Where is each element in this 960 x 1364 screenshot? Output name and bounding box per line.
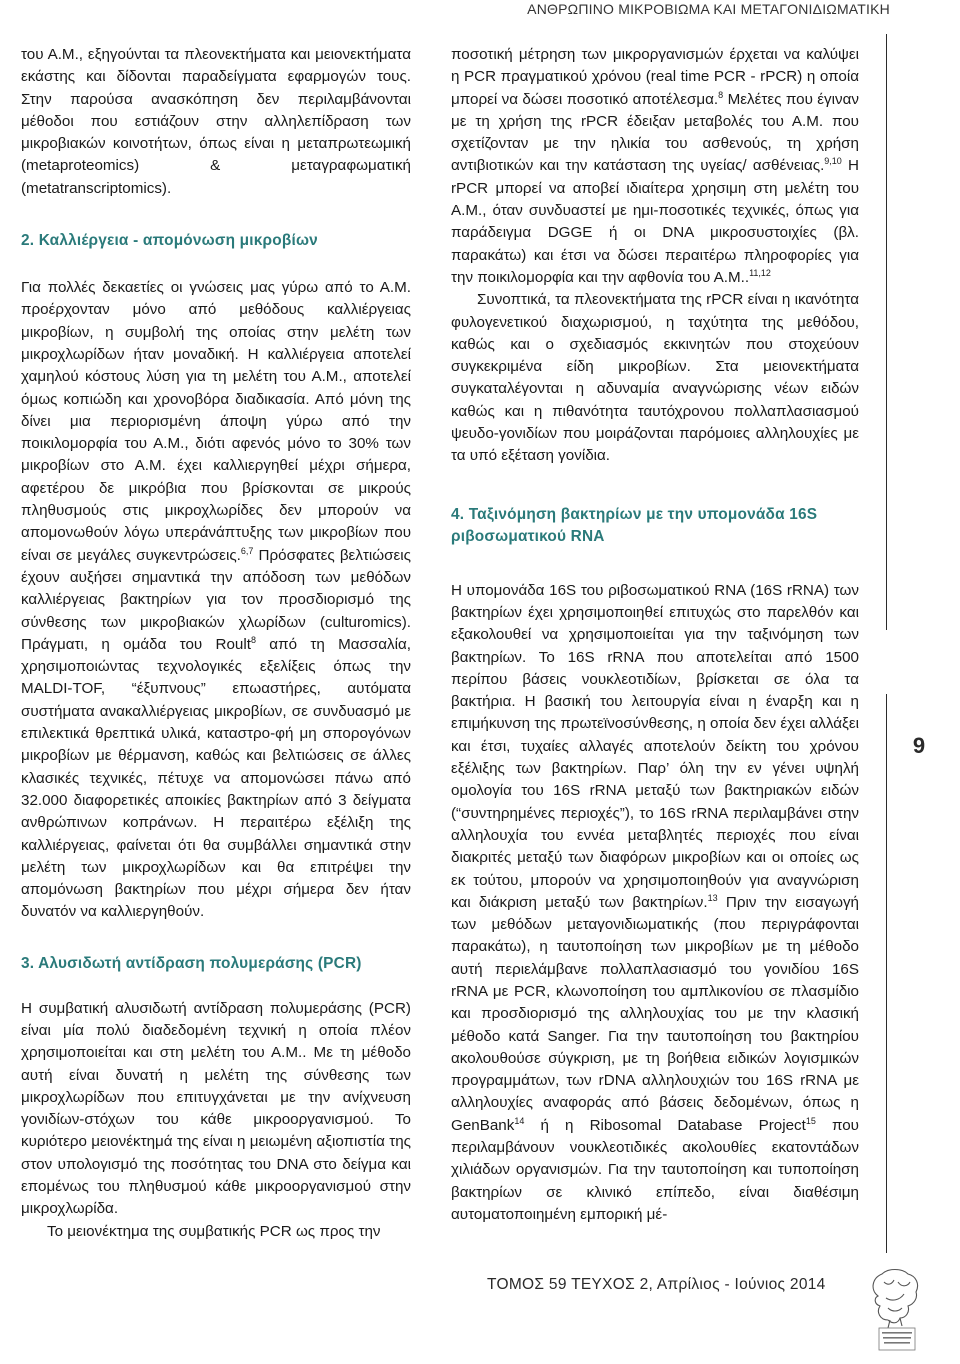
reference-superscript: 8	[250, 634, 256, 645]
left-column	[21, 44, 411, 1243]
reference-superscript: 11,12	[749, 267, 771, 278]
section-heading-3: 3. Αλυσιδωτή αντίδραση πολυμεράσης (PCR)	[21, 954, 362, 972]
reference-superscript: 6,7	[240, 545, 254, 556]
paragraph: του Α.Μ., εξηγούνται τα πλεονεκτήματα και μειονεκτήματα εκάστης και δίδονται παραδείγματα εφαρμογών τους. Στην παρούσα ανασκόπηση δεν περιλαμβάνονται μέθοδοι που εστιάζουν στην αλληλεπίδραση των μικροβιακών κοινοτήτων, όπως είναι η μεταπρωτεωμική (metaproteomics) & μεταγραφωματική (metatranscriptomics).	[21, 46, 411, 197]
reference-superscript: 8	[718, 89, 724, 100]
reference-superscript: 13	[707, 892, 718, 903]
running-header: ΑΝΘΡΩΠΙΝΟ ΜΙΚΡΟΒΙΩΜΑ ΚΑΙ ΜΕΤΑΓΟΝΙΔΙΩΜΑΤΙΚΗ	[527, 1, 890, 17]
society-logo	[858, 1262, 936, 1354]
page-number: 9	[912, 733, 926, 758]
margin-rule	[886, 694, 887, 1253]
paragraph: Συνοπτικά, τα πλεονεκτήματα της rPCR είναι η ικανότητα φυλογενετικού διαχωρισμού, η ταχύτητα της μεθόδου, καθώς και ο σχεδιασμός εκκινητών που στοχεύουν συγκεκριμένα είδη μικροβίων. Στα μειονεκτήματα συγκαταλέγονται η αδυναμία αναγνώρισης νέων ειδών καθώς και η πιθανότητα ταυτόχρονου πολλαπλασιασμού ψευδο-γονιδίων που μοιράζονται παρόμοιες αλληλουχίες με τα υπό εξέταση γονίδια.	[451, 291, 859, 465]
paragraph: Το μειονέκτημα της συμβατικής PCR ως προς την	[47, 1222, 381, 1240]
reference-superscript: 15	[805, 1115, 816, 1126]
reference-superscript: 9,10	[824, 156, 842, 167]
section-heading-2: 2. Καλλιέργεια - απομόνωση μικροβίων	[21, 232, 318, 250]
paragraph: ποσοτική μέτρηση των μικροργανισμών έρχεται να καλύψει η PCR πραγματικού χρόνου (real time PCR - rPCR) η οποία μπορεί να δώσει ποσοτικό αποτέλεσμα.$^8$ Μελέτες που έγιναν με τη χρήση της rPCR έδειξαν μεταβολές του Α.Μ. που σχετίζονταν με την ηλικία του ασθενούς, τη χρήση αντιβιοτικών και την κατάσταση της υγείας/ ασθένειας.$^{9,10}$ Η rPCR μπορεί να αποβεί ιδιαίτερα χρησιμη στη μελέτη του Α.Μ., όταν συνδυαστεί με ημι-ποσοτικές τεχνικές, όπως για παράδειγμα DGGE ή οι DNA μικροσυστοιχίες (βλ. παρακάτω) και έτσι να δώσει περαιτέρω πληροφορίες για την ποικιλομορφία και την αφθονία του Α.Μ..$^{11,12}$	[451, 46, 860, 286]
footer-issue: ΤΟΜΟΣ 59 ΤΕΥΧΟΣ 2, Απρίλιος - Ιούνιος 2014	[487, 1276, 826, 1293]
margin-rule	[886, 34, 887, 630]
section-heading-4: 4. Ταξινόμηση βακτηρίων με την υπομονάδα 16S ριβοσωματικού RNA	[451, 505, 818, 545]
right-column	[451, 44, 859, 1226]
paragraph: Για πολλές δεκαετίες οι γνώσεις μας γύρω από το Α.Μ. προέρχονταν μόνο από μεθόδους καλλιέργειας μικροβίων, η συμβολή της οποίας στην μελέτη των μικροχλωρίδων ήταν μοναδική. Η καλλιέργεια αποτελεί χαμηλού κόστους λύση για τη μελέτη του Α.Μ., αποτελεί όμως κοπιώδη και χρονοβόρα διαδικασία. Από μόνη της δίνει μια περιορισμένη άποψη γύρω από την ποικιλομορφία του Α.Μ., διότι αφενός μόνο το 30% των μικροβίων στο Α.Μ. έχει καλλιεργηθεί μέχρι σήμερα, αφετέρου δε μικρόβια που βρίσκονται σε μικρούς πληθυσμούς στις μικροχλωρίδες δεν μπορούν να απομονωθούν λόγω υπεράνάπτυξης των μικροβίων που είναι σε μεγάλες συγκεντρώσεις.$^{6,7}$ Πρόσφατες βελτιώσεις έχουν αυξήσει σημαντικά την απόδοση των μεθόδων καλλιέργειας βακτηρίων για τον προσδιορισμό της σύνθεσης των μικροβιακών χλωρίδων (culturomics). Πράγματι, η ομάδα του Roult$^8$ από τη Μασσαλία, χρησιμοποιώντας τεχνολογικές εξελίξεις όπως την MALDI-TOF, “έξυπνους” επωαστήρες, αυτόματα συστήματα ανακαλλιέργειας μικροβίων, σε συνδυασμό με επιλεκτικά θρεπτικά υλικά, καταστρο-φή μη σπορογόνων μικροβίων με θέρμανση, καθώς και βελτιώσεις σε άλλες κλασικές τεχνικές, πέτυχε να απομονώσει πάνω από 32.000 διαφορετικές αποικίες βακτηρίων από 3 δείγματα ανθρώπινων κοπράνων. Η περαιτέρω εξέλιξη της καλλιέργειας, φαίνεται ότι θα συμβάλλει σημαντικά στην μελέτη των μικροχλωρίδων και θα επιτρέψει την απομόνωση βακτηρίων που μέχρι σήμερα δεν ήταν δυνατόν να καλλιεργηθούν.	[21, 279, 411, 921]
paragraph: Η υπομονάδα 16S του ριβοσωματικού RNA (16S rRNA) των βακτηρίων έχει χρησιμοποιηθεί επιτυχώς στο παρελθόν και εξακολουθεί να χρησιμοποιείται για την ταξινόμηση των βακτηρίων. Το 16S rRNA που αποτελείται από 1500 περίπου βάσεις νουκλεοτιδίων, βρίσκεται σε όλα τα βακτήρια. Η βασική του λειτουργία είναι η έναρξη και η επιμήκυνση της πρωτεϊνοσύνθεσης, η οποία δεν έχει αλλάξει και έτσι, τυχαίες αλλαγές αποτελούν δείκτη του χρόνου εξέλιξης των βακτηρίων. Παρ’ όλη την εν γένει υψηλή ομολογία του 16S rRNA μεταξύ των βακτηριακών ειδών (“συντηρημένες περιοχές”), το 16S rRNA περιλαμβάνει στην αλληλουχία του εννέα μεταβλητές περιοχές που είναι διακριτές μεταξύ των διαφόρων μικροβίων και οι οποίες ως εκ τούτου, μπορούν να χρησιμοποιηθούν για αναγνώριση και διάκριση μεταξύ των βακτηρίων.$^{13}$ Πριν την εισαγωγή των μεθόδων μεταγονιδιωματικής (που περιγράφονται παρακάτω), η ταυτοποίηση των μικροβίων με τη μέθοδο αυτή περιελάμβανε πολλαπλασιασμό του γονιδίου 16S rRNA με PCR, κλωνοποίηση του αμπλικονίου σε πλασμίδιο και προσδιορισμό της αλληλουχίας του με την κλασική μέθοδο κατά Sanger. Για την ταυτοποίηση του βακτηρίου ακολουθούσε σύγκριση, με τη βοήθεια ειδικών λογισμικών προγραμμάτων, των rDNA αλληλουχιών του 16S rRNA με αλληλουχίες αναφοράς από βάσεις δεδομένων, όπως η GenBank$^{14}$ ή η Ribosomal Database Project$^{15}$ που περιλαμβάνουν νουκλεοτιδικές ακολουθίες εκατοντάδων χιλιάδων οργανισμών. Για την ταυτοποίηση και τυποποίηση βακτηρίων σε κλινικό επίπεδο, είναι διαθέσιμη αυτοματοποιημένη εμπορική μέ-	[451, 581, 859, 1223]
reference-superscript: 14	[514, 1115, 525, 1126]
paragraph: Η συμβατική αλυσιδωτή αντίδραση πολυμεράσης (PCR) είναι μία πολύ διαδεδομένη τεχνική η οποία πλέον χρησιμοποιείται και στη μελέτη του Α.Μ.. Με τη μέθοδο αυτή είναι δυνατή η μελέτη της σύνθεσης των μικροχλωρίδων που επιτυγχάνεται με την ανίχνευση γονιδίων-στόχων του κάθε μικροοργανισμού. Το κυριότερο μειονέκτημά της είναι η μειωμένη αξιοπιστία της στον υπολογισμό της ποσότητας του DNA στο δείγμα και επομένως του πληθυσμού κάθε μικροοργανισμού στην μικροχλωρίδα.	[21, 999, 411, 1218]
